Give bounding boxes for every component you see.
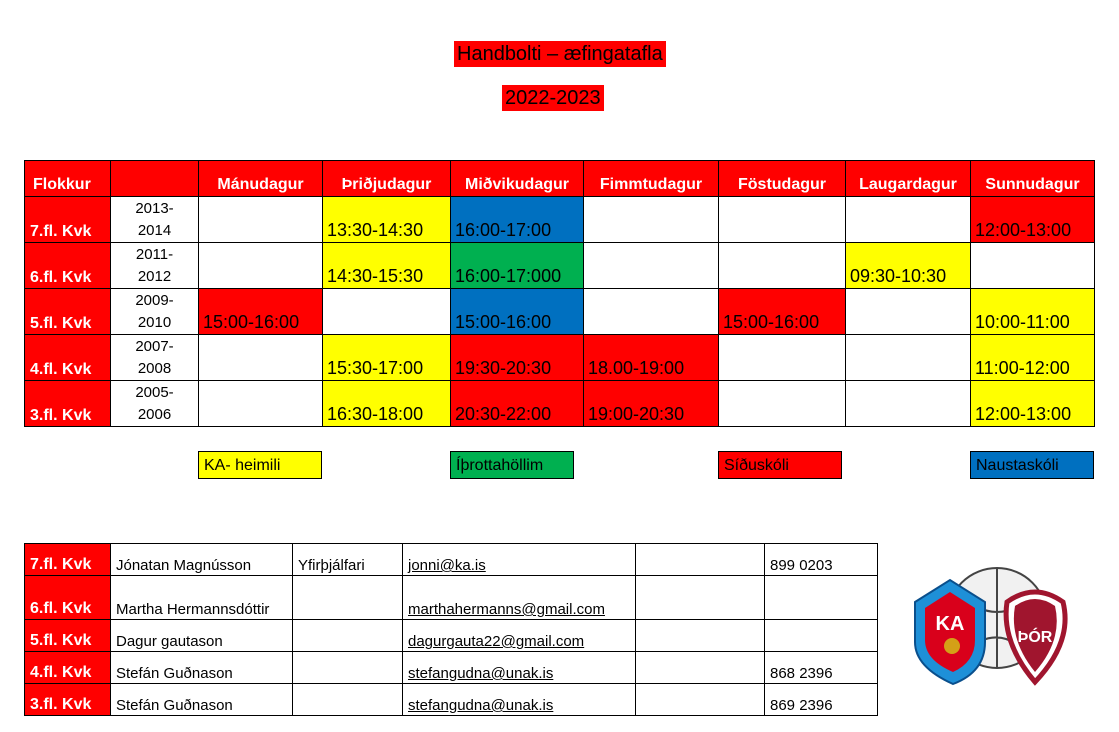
coach-role: Yfirþjálfari xyxy=(293,544,403,576)
time-slot xyxy=(199,335,323,381)
contact-row xyxy=(25,576,878,620)
group-label: 7.fl. Kvk xyxy=(25,544,111,576)
time-slot xyxy=(199,381,323,427)
year-line: 2013- xyxy=(135,199,174,217)
schedule-col-header: Laugardagur xyxy=(846,161,971,197)
ka-badge-icon xyxy=(915,580,985,684)
email-link[interactable]: marthahermanns@gmail.com xyxy=(408,601,605,618)
group-label: 4.fl. Kvk xyxy=(25,335,111,381)
time-slot: 15:00-16:00 xyxy=(451,289,584,335)
season-title: 2022-2023 xyxy=(502,85,604,111)
year-line: 2010 xyxy=(137,313,172,331)
year-line: 2012 xyxy=(137,267,172,285)
time-slot xyxy=(846,335,971,381)
schedule-row xyxy=(25,335,1095,381)
schedule-col-header: Fimmtudagur xyxy=(584,161,719,197)
schedule-row xyxy=(25,381,1095,427)
coach-name: Dagur gautason xyxy=(111,620,293,652)
email-link[interactable]: dagurgauta22@gmail.com xyxy=(408,633,585,650)
year-line: 2011- xyxy=(135,245,174,263)
time-slot: 16:00-17:00 xyxy=(451,197,584,243)
email-link[interactable]: jonni@ka.is xyxy=(408,557,486,574)
email-link[interactable]: stefangudna@unak.is xyxy=(408,665,554,682)
email-link[interactable]: stefangudna@unak.is xyxy=(408,697,554,714)
empty-cell xyxy=(636,652,765,684)
time-slot: 18.00-19:00 xyxy=(584,335,719,381)
schedule-col-header: Flokkur xyxy=(25,161,111,197)
time-slot: 19:00-20:30 xyxy=(584,381,719,427)
legend-item: Naustaskóli xyxy=(970,451,1094,479)
time-slot: 10:00-11:00 xyxy=(971,289,1095,335)
time-slot: 16:00-17:000 xyxy=(451,243,584,289)
coach-name: Jónatan Magnússon xyxy=(111,544,293,576)
coach-phone: 899 0203 xyxy=(765,544,878,576)
birth-years xyxy=(111,197,199,243)
schedule-row xyxy=(25,243,1095,289)
schedule-col-header: Miðvikudagur xyxy=(451,161,584,197)
legend-item: Síðuskóli xyxy=(718,451,842,479)
page-title: Handbolti – æfingatafla xyxy=(454,41,666,67)
year-line: 2009- xyxy=(135,291,174,309)
time-slot xyxy=(584,289,719,335)
legend-item: Íþrottahöllim xyxy=(450,451,574,479)
group-label: 7.fl. Kvk xyxy=(25,197,111,243)
year-line: 2007- xyxy=(135,337,174,355)
time-slot: 09:30-10:30 xyxy=(846,243,971,289)
time-slot: 15:30-17:00 xyxy=(323,335,451,381)
time-slot: 13:30-14:30 xyxy=(323,197,451,243)
contact-email[interactable] xyxy=(403,620,636,652)
contact-email[interactable] xyxy=(403,652,636,684)
time-slot: 16:30-18:00 xyxy=(323,381,451,427)
time-slot xyxy=(719,197,846,243)
group-label: 4.fl. Kvk xyxy=(25,652,111,684)
schedule-col-header: Þriðjudagur xyxy=(323,161,451,197)
coach-role xyxy=(293,576,403,620)
empty-cell xyxy=(636,684,765,716)
group-label: 6.fl. Kvk xyxy=(25,243,111,289)
year-line: 2008 xyxy=(137,359,172,377)
year-line: 2014 xyxy=(137,221,172,239)
empty-cell xyxy=(636,576,765,620)
coach-role xyxy=(293,684,403,716)
contact-email[interactable] xyxy=(403,684,636,716)
group-label: 6.fl. Kvk xyxy=(25,576,111,620)
time-slot xyxy=(846,381,971,427)
legend-item: KA- heimili xyxy=(198,451,322,479)
svg-text:KA: KA xyxy=(935,613,965,635)
contact-row xyxy=(25,620,878,652)
time-slot xyxy=(719,243,846,289)
group-label: 3.fl. Kvk xyxy=(25,381,111,427)
time-slot xyxy=(846,197,971,243)
coach-name: Stefán Guðnason xyxy=(111,652,293,684)
club-logos xyxy=(905,562,1105,692)
group-label: 5.fl. Kvk xyxy=(25,620,111,652)
time-slot: 12:00-13:00 xyxy=(971,197,1095,243)
time-slot xyxy=(971,243,1095,289)
time-slot: 14:30-15:30 xyxy=(323,243,451,289)
time-slot: 12:00-13:00 xyxy=(971,381,1095,427)
birth-years xyxy=(111,335,199,381)
birth-years xyxy=(111,381,199,427)
empty-cell xyxy=(636,620,765,652)
time-slot: 15:00-16:00 xyxy=(719,289,846,335)
schedule-row xyxy=(25,289,1095,335)
time-slot xyxy=(199,243,323,289)
coach-phone xyxy=(765,576,878,620)
contact-row xyxy=(25,544,878,576)
coach-role xyxy=(293,652,403,684)
schedule-table xyxy=(24,160,1095,427)
contacts-table xyxy=(24,543,878,716)
coach-name: Stefán Guðnason xyxy=(111,684,293,716)
group-label: 5.fl. Kvk xyxy=(25,289,111,335)
contact-email[interactable] xyxy=(403,544,636,576)
coach-phone: 869 2396 xyxy=(765,684,878,716)
schedule-row xyxy=(25,197,1095,243)
contact-row xyxy=(25,684,878,716)
year-line: 2005- xyxy=(135,383,174,401)
time-slot xyxy=(199,197,323,243)
time-slot: 11:00-12:00 xyxy=(971,335,1095,381)
coach-role xyxy=(293,620,403,652)
schedule-col-header xyxy=(111,161,199,197)
schedule-col-header: Föstudagur xyxy=(719,161,846,197)
time-slot xyxy=(846,289,971,335)
schedule-col-header: Mánudagur xyxy=(199,161,323,197)
birth-years xyxy=(111,243,199,289)
time-slot xyxy=(719,335,846,381)
thor-badge-icon xyxy=(1006,592,1065,682)
birth-years xyxy=(111,289,199,335)
group-label: 3.fl. Kvk xyxy=(25,684,111,716)
svg-text:ÞÓR: ÞÓR xyxy=(1017,629,1053,646)
time-slot xyxy=(584,243,719,289)
empty-cell xyxy=(636,544,765,576)
time-slot: 20:30-22:00 xyxy=(451,381,584,427)
time-slot xyxy=(719,381,846,427)
coach-name: Martha Hermannsdóttir xyxy=(111,576,293,620)
schedule-col-header: Sunnudagur xyxy=(971,161,1095,197)
time-slot: 15:00-16:00 xyxy=(199,289,323,335)
coach-phone xyxy=(765,620,878,652)
time-slot xyxy=(323,289,451,335)
time-slot xyxy=(584,197,719,243)
contact-email[interactable] xyxy=(403,576,636,620)
schedule-header-row xyxy=(25,161,1095,197)
contact-row xyxy=(25,652,878,684)
time-slot: 19:30-20:30 xyxy=(451,335,584,381)
coach-phone: 868 2396 xyxy=(765,652,878,684)
year-line: 2006 xyxy=(137,405,172,423)
